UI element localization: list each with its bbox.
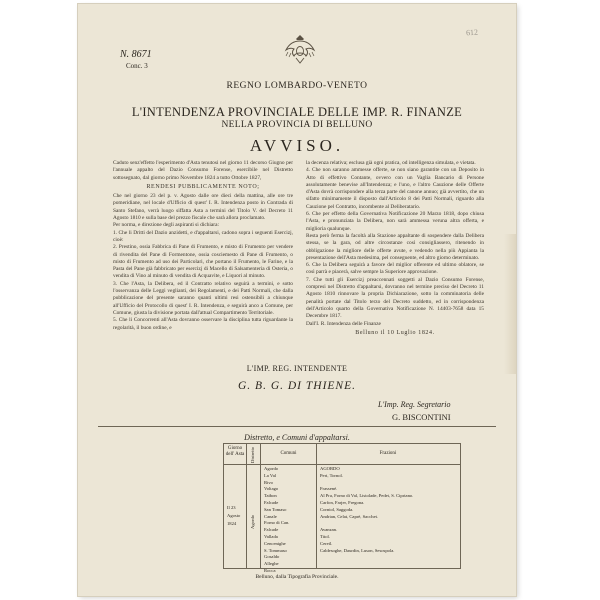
paragraph: 5. Che li Concorrenti all'Asta dovranno osservare la disciplina tutta riguardante la regolarità, il buon ordine, e (113, 317, 293, 331)
table-cell-frazione: Caldesoghe, Daurdin, Luson, Sesospola. (320, 547, 395, 553)
paragraph: 6. Che per effetto della Governativa Notificazione 20 Marzo 1818, dopo chiusa l'Asta, e pronunziata la Delibera, non sarà ammessa veruna altra offerta, e miglioria qualunque. (306, 211, 484, 232)
table-cell-frazione: Corniol, Saggoda. (320, 506, 354, 512)
paragraph: 6. Che la Delibera seguirà a favore del miglior offerente ed ultimo oblatore, se così parrà e piacerà, salve sempre la Superiore approvazione. (306, 262, 484, 276)
table-cell-frazione: Andrian, Celat, Caprè, Sacchet. (320, 513, 379, 519)
table-cell-comune: Falcade (264, 527, 279, 533)
eagle-emblem-icon (283, 32, 317, 66)
table-header: Distretto (250, 446, 255, 463)
table-cell-comune: Cencenighe (264, 540, 286, 546)
table-cell-frazione (320, 554, 413, 561)
paragraph: Che nel giorno 23 del p. v. Agosto dalle ore dieci della mattina, alle ore tre pomeridiane, nel locale d'Ufficio di quest' I. R. Intendenza posto in Contrada di Santo Stefano, verrà luogo siffatta Asta a termini del Titolo V. del Decreto 11 Agosto 1810 e sulla base del prezzo fiscale che sarà allora proclamato. (113, 193, 293, 222)
table-header: Comuni (280, 451, 297, 456)
table-cell-district: Agordo (250, 514, 255, 529)
table-cell-comune: S. Tommaso (264, 547, 287, 553)
table-cell-comune: Rocca (264, 567, 276, 573)
table-cell-comune: Voltago (264, 486, 279, 492)
frazioni-list (320, 466, 413, 575)
divider (98, 426, 496, 427)
table-cell-comune: Forno di Can. (264, 520, 290, 526)
table-divider (224, 464, 460, 465)
table-cell-frazione: Al Pra, Forno di Val, Listolade, Pedet, S. Cipriano. (320, 493, 414, 499)
table-divider (260, 444, 261, 568)
paragraph: 3. Che l'Asta, la Delibera, ed il Contratto relativo seguirà a termini, e sotto l'osservanza delle Leggi veglianti, dei Regolamenti, e dei Patti Normali, che dalla pubblicazione del presente saranno quanti ultimi resi ostensibili a chiunque all'Ufficio del Protocollo di quest' I. R. Intendenza, e seguirà anco a Comune, per Comune, giusta la divisione portata dall'attual Compartimento Territoriale. (113, 280, 293, 316)
page-title: L'INTENDENZA PROVINCIALE DELLE IMP. R. FINANZE (131, 105, 463, 119)
notice-sheet (78, 4, 516, 596)
page-subtitle: NELLA PROVINCIA DI BELLUNO (221, 120, 373, 130)
table-cell-frazione: Peri, Tornol. (320, 472, 343, 478)
pencil-note: 612 (465, 27, 479, 38)
table-cell-comune: Alleghe (264, 561, 279, 567)
intendente-name: G. B. G. DI THIENE. (237, 380, 357, 392)
table-divider (316, 444, 317, 568)
kingdom-heading: REGNO LOMBARDO-VENETO (226, 81, 368, 91)
paragraph: Per norma, e direzione degli aspiranti si dichiara: (113, 222, 219, 229)
right-text-column (306, 160, 484, 339)
concession-number: Conc. 3 (126, 62, 148, 70)
table-cell-comune: Taibon (264, 493, 277, 499)
table-cell-frazione (320, 561, 413, 568)
left-text-column (113, 160, 293, 332)
table-cell-frazione (320, 520, 413, 527)
table-cell-frazione: Titol. (320, 533, 330, 539)
table-cell-frazione: AGORDO (320, 466, 340, 471)
table-divider (246, 444, 247, 568)
table-cell-day: Il 23 Agosto 1824 (227, 505, 241, 526)
comuni-list (264, 466, 289, 575)
table-header: Frazioni (379, 451, 397, 456)
table-title: Distretto, e Comuni d'appaltarsi. (244, 433, 350, 442)
table-cell-comune: Agordo (264, 466, 279, 471)
printer-footer: Belluno, dalla Tipografia Provinciale. (255, 574, 339, 580)
table-header: Giorno dell' Asta (225, 446, 245, 457)
table-cell-frazione: Carfon, Farjer, Fregona. (320, 499, 365, 505)
issuer-line: Dall'I. R. Intendenza delle Finanze (306, 320, 381, 327)
paragraph-heading: RENDESI PUBBLICAMENTE NOTO; (146, 183, 260, 190)
date-line: Belluno il 10 Luglio 1824. (355, 329, 435, 336)
table-cell-comune: Rivo (264, 479, 273, 485)
table-cell-frazione: Cereil. (320, 540, 333, 546)
paragraph: 1. Che li Dritti del Dazio anzidetti, e d'appaltarsi, cadono sopra i seguenti Esercizj, cioè: (113, 229, 293, 243)
notice-heading: AVVISO. (249, 136, 345, 155)
paragraph: 7. Che tutti gli Esercizj preaccennati soggetti al Dazio Consumo Forense, compresi nel Distretto d'appaltarsi, dovranno nel termine preciso del Decreto 11 Agosto 1810 rinnovare la propria Dichiarazione, sotto la comminatoria delle penalità portate dal Titolo terzo del Decreto suddetto, ed in corrispondenza dell'Articolo quarto della Governativa Notificazione N. 14403-7658 data 15 Decembre 1817. (306, 276, 484, 320)
paragraph: Caduto senz'effetto l'esperimento d'Asta tenutosi nel giorno 11 decorso Giugno per l'annuale appalto del Dazio Consumo Forense, esercibile nel Distretto sottosegnato, dal giorno primo Novembre 1824 a tutto Ottobre 1827, (113, 160, 293, 181)
paragraph: Resta però ferma la facoltà alla Stazione appaltante di sospendere dalla Delibera stessa, se la gara, od altre circostanze così consigliassero, ritenendo in obbligazione la migliore delle offerte avute, e vedendo nella più Appianta la presentazione dell'Asta medesima, pel conseguente, ed altro giorno determinato. (306, 232, 484, 261)
paper-stain (504, 234, 516, 374)
table-cell-comune: Gosaldo (264, 554, 280, 560)
table-cell-frazione: Avanzan. (320, 527, 338, 533)
district-table (223, 443, 461, 573)
paragraph: la decenza relativa; esclusa già ogni pratica, od intelligenza simulata, e vietata. (306, 160, 476, 166)
table-cell-frazione: Frassené. (320, 486, 338, 492)
table-cell-comune: Falcade (264, 499, 279, 505)
table-cell-frazione (320, 480, 413, 487)
table-cell-comune: Canale (264, 513, 277, 519)
secretary-label: L'Imp. Reg. Segretario (378, 400, 451, 409)
paragraph: 2. Prestino, ossia Fabbrica di Pane di Frumento, e misto di Frumento per vendere di rivendita del Pane di Formentone, ossia cosciemesto di Pane di Frumento, o misto di Frumento ad uso dei Particolari, che portano il Frumento, le Farine, e la Pasta del Pane già fabbricato per esercizj di Macello di Salsamenteria di Osteria, o vendita di Vino al minuto di vendita di Acquavite, e Liquori al minuto. (113, 244, 293, 280)
intendente-label: L'IMP. REG. INTENDENTE (246, 364, 348, 373)
secretary-name: G. BISCONTINI (392, 412, 451, 422)
table-cell-comune: La Val (264, 472, 277, 478)
table-cell-comune: Vallada (264, 533, 278, 539)
paragraph: 4. Che non saranno ammesse offerte, se non siano garantite con un Deposito in Atto di effettivo Contante, ovvero con un Vaglia Bancario di Persone assolutamente benevise all'Intendenza; e l'uno, e l'altro Cauzione delle Offerte d'Asta dovrà corrispondere alla terza parte del canone annuo; già avvertito, che un sifatto minimamente il disposto dall'Articolo 8 dei Patti Normali, riguardo alla Cauzione pel Contratto, incombente al Deliberatario. (306, 167, 484, 210)
document-number: N. 8671 (120, 49, 152, 60)
table-cell-comune: San Tomaso (264, 506, 287, 512)
